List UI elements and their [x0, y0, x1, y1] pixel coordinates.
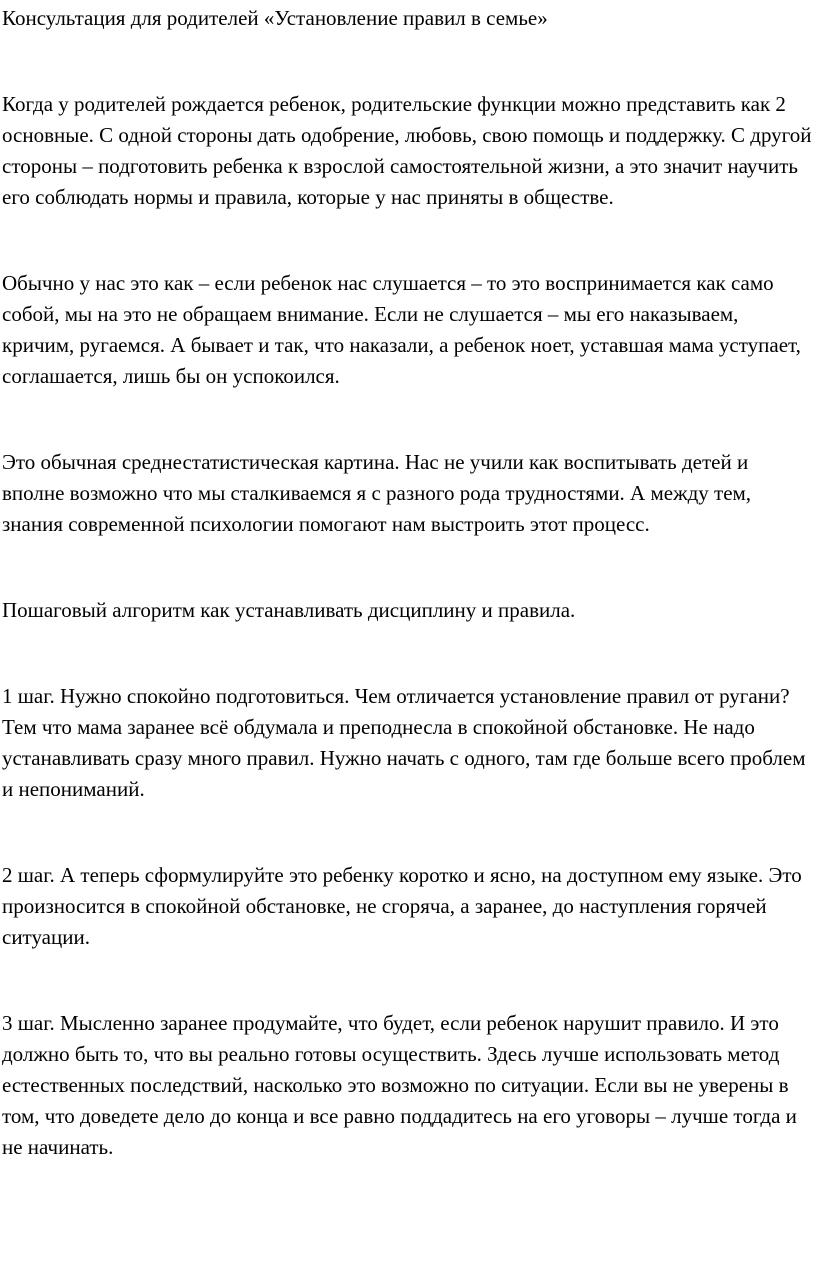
paragraph-algorithm-heading: Пошаговый алгоритм как устанавливать дисциплину и правила. [2, 598, 576, 622]
paragraph-step-3: 3 шаг. Мысленно заранее продумайте, что будет, если ребенок нарушит правило. И это должно быть то, что вы реально готовы осуществить. Здесь лучше использовать метод естественных последствий, насколько это возможно по ситуации. Если вы не уверены в том, что доведете дело до конца и все равно поддадитесь на его уговоры – лучше тогда и не начинать. [2, 1011, 797, 1159]
paragraph-step-2: 2 шаг. А теперь сформулируйте это ребенку коротко и ясно, на доступном ему языке. Это произносится в спокойной обстановке, не сгоряча, а заранее, до наступления горячей ситуации. [2, 863, 802, 949]
paragraph-step-1: 1 шаг. Нужно спокойно подготовиться. Чем отличается установление правил от ругани? Тем что мама заранее всё обдумала и преподнесла в спокойной обстановке. Не надо устанавливать сразу много правил. Нужно начать с одного, там где больше всего проблем и непониманий. [2, 684, 806, 801]
paragraph-average-picture: Это обычная среднестатистическая картина. Нас не учили как воспитывать детей и вполне возможно что мы сталкиваемся я с разного рода трудностями. А между тем, знания современной психологии помогают нам выстроить этот процесс. [2, 450, 752, 536]
paragraph-typical-reaction: Обычно у нас это как – если ребенок нас слушается – то это воспринимается как само собой, мы на это не обращаем внимание. Если не слушается – мы его наказываем, кричим, ругаемся. А бывает и так, что наказали, а ребенок ноет, уставшая мама уступает, соглашается, лишь бы он успокоился. [2, 271, 801, 388]
paragraph-parent-functions: Когда у родителей рождается ребенок, родительские функции можно представить как 2 основные. С одной стороны дать одобрение, любовь, свою помощь и поддержку. С другой стороны – подготовить ребенка к взрослой самостоятельной жизни, а это значит научить его соблюдать нормы и правила, которые у нас приняты в обществе. [2, 92, 812, 209]
document-title: Консультация для родителей «Установление правил в семье» [2, 6, 548, 30]
